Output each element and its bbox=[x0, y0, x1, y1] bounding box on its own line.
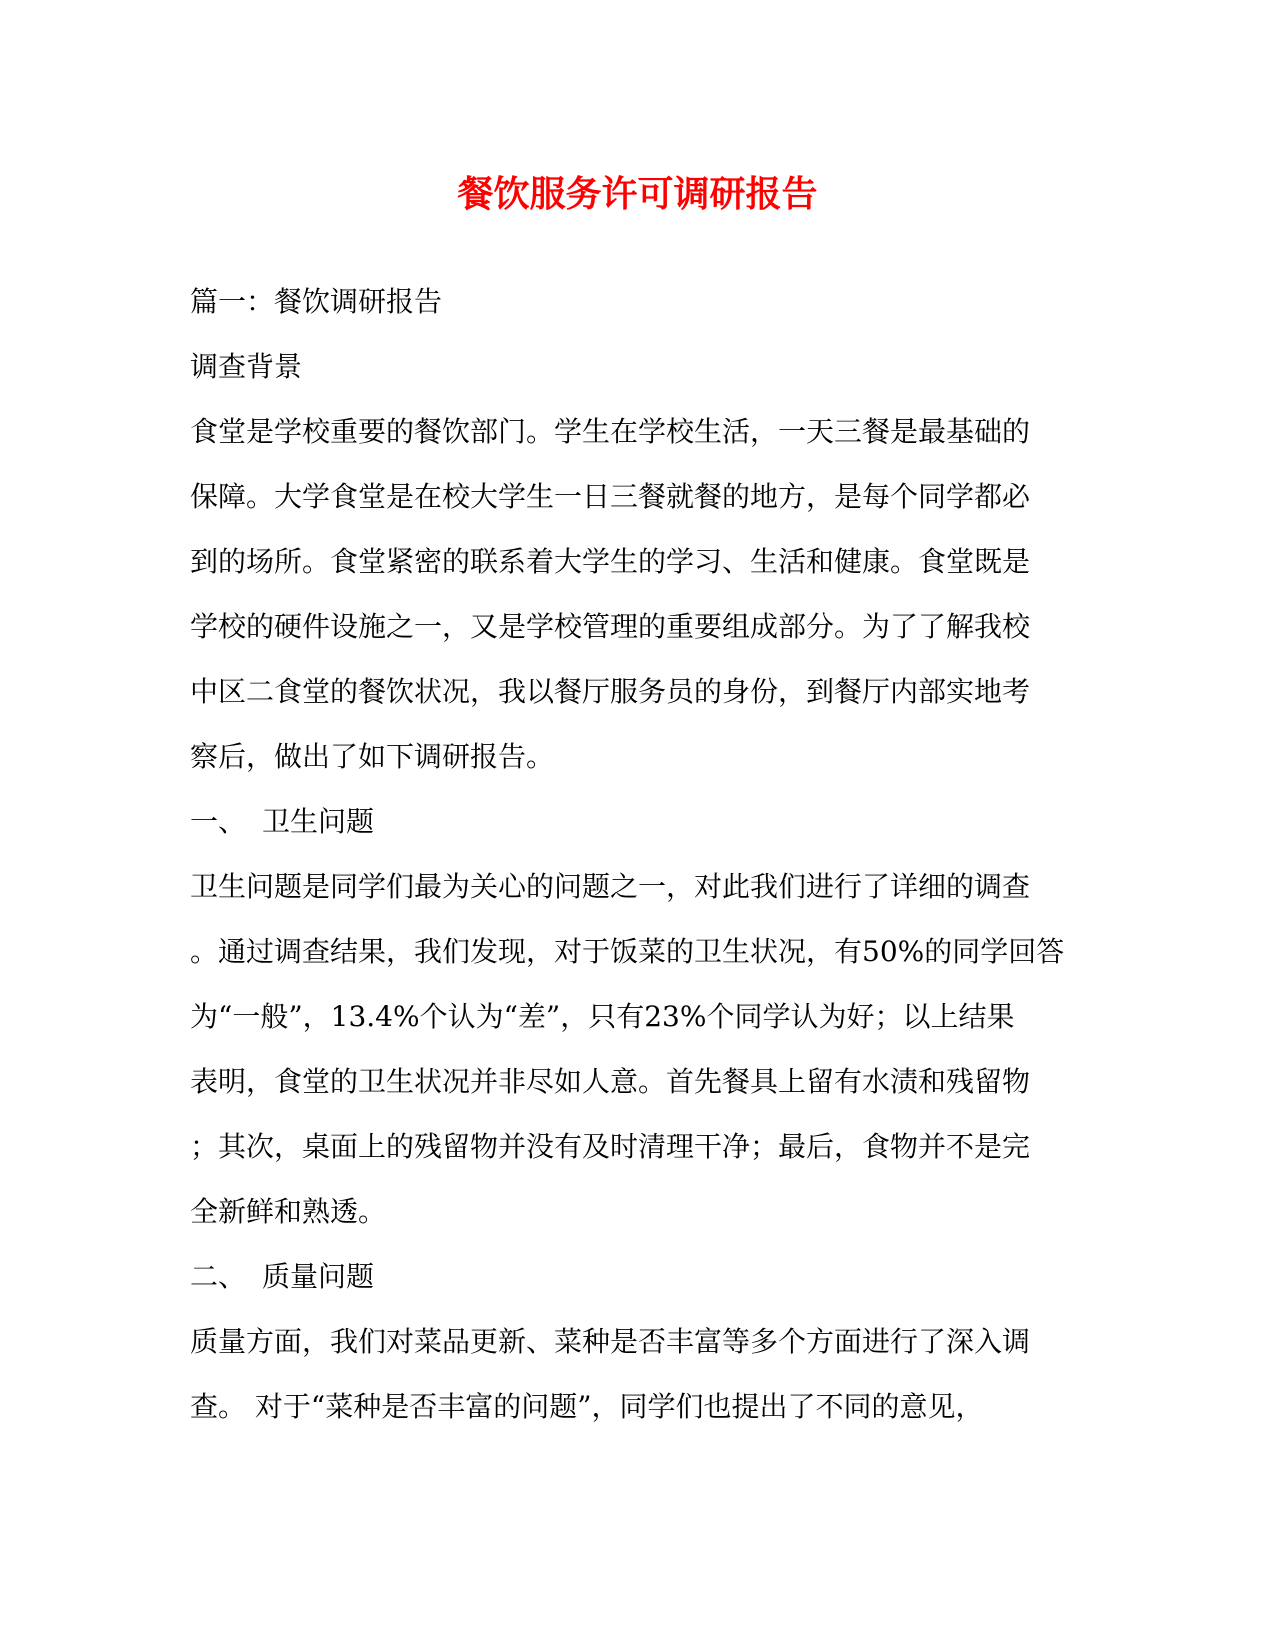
paragraph-line: 到的场所。食堂紧密的联系着大学生的学习、生活和健康。食堂既是 bbox=[190, 545, 1031, 578]
paragraph-line: 卫生问题是同学们最为关心的问题之一，对此我们进行了详细的调查 bbox=[190, 870, 1031, 903]
document-body bbox=[190, 282, 1080, 1452]
paragraph-line: 食堂是学校重要的餐饮部门。学生在学校生活，一天三餐是最基础的 bbox=[190, 415, 1031, 448]
section-number: 一、 bbox=[190, 805, 247, 838]
paragraph-line: 中区二食堂的餐饮状况，我以餐厅服务员的身份，到餐厅内部实地考 bbox=[190, 675, 1031, 708]
paragraph-line: 。通过调查结果，我们发现，对于饭菜的卫生状况，有50%的同学回答 bbox=[190, 935, 1065, 968]
section-title: 卫生问题 bbox=[262, 805, 375, 838]
section-heading-quality bbox=[190, 1257, 1080, 1322]
paragraph-line: 表明，食堂的卫生状况并非尽如人意。首先餐具上留有水渍和残留物 bbox=[190, 1065, 1031, 1098]
paragraph-line: 学校的硬件设施之一，又是学校管理的重要组成部分。为了了解我校 bbox=[190, 610, 1031, 643]
paragraph-line: 调查背景 bbox=[190, 350, 303, 383]
paragraph-line: 质量方面，我们对菜品更新、菜种是否丰富等多个方面进行了深入调 bbox=[190, 1325, 1031, 1358]
section-number: 二、 bbox=[190, 1260, 247, 1293]
paragraph-line: 查。 对于“菜种是否丰富的问题”，同学们也提出了不同的意见， bbox=[190, 1390, 984, 1423]
section-title: 质量问题 bbox=[262, 1260, 375, 1293]
paragraph-line: 保障。大学食堂是在校大学生一日三餐就餐的地方，是每个同学都必 bbox=[190, 480, 1031, 513]
document-title: 餐饮服务许可调研报告 bbox=[457, 173, 818, 215]
paragraph-line: ；其次，桌面上的残留物并没有及时清理干净；最后，食物并不是完 bbox=[190, 1130, 1031, 1163]
paragraph-line: 全新鲜和熟透。 bbox=[190, 1195, 387, 1228]
paragraph-line: 察后，做出了如下调研报告。 bbox=[190, 740, 555, 773]
paragraph-line: 篇一：餐饮调研报告 bbox=[190, 285, 443, 318]
section-heading-hygiene bbox=[190, 802, 1080, 867]
paragraph-line: 为“一般”，13.4%个认为“差”，只有23%个同学认为好；以上结果 bbox=[190, 1000, 1015, 1033]
